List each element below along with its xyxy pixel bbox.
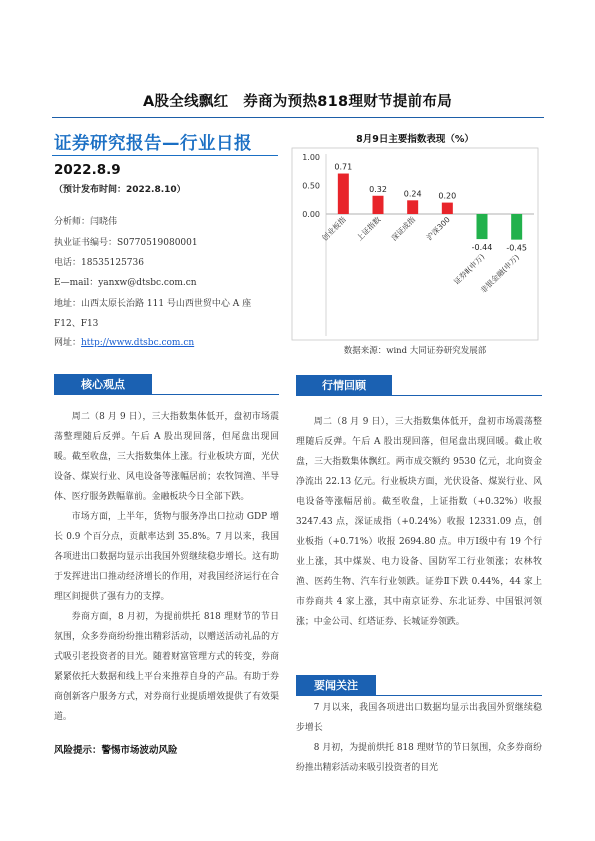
bar-value-label: 0.24 (403, 189, 422, 199)
core-view-paragraph: 市场方面，上半年，货物与服务净出口拉动 GDP 增长 0.9 个百分点，贡献率达到 35.8%。7 月以来，我国各项进出口数据均显示出我国外贸继续稳步增长。这有助于发挥进出口推动经济增长的作用，对我国经济运行在合理区间提供了强有力的支撑。 (54, 512, 279, 602)
category-label: 深证成指 (389, 215, 418, 243)
bar-value-label: 0.20 (438, 191, 457, 201)
news-paragraph: 8 月初，为提前烘托 818 理财节的节日氛围，众多券商纷纷推出精彩活动来吸引投资者的目光 (296, 743, 542, 773)
report-title: 证券研究报告—行业日报 (54, 134, 252, 154)
chart-title: 8月9日主要指数表现（%） (356, 134, 474, 145)
analyst-email: E—mail：yanxw@dtsbc.com.cn (54, 278, 197, 288)
market-review-body (296, 412, 542, 632)
bar-value-label: -0.45 (506, 243, 528, 253)
report-title-divider (52, 155, 278, 156)
news-body (296, 698, 542, 778)
bar-value-label: -0.44 (471, 243, 493, 253)
chart-frame (292, 148, 538, 340)
category-label: 创业板指 (320, 215, 348, 243)
category-label: 沪深300 (424, 215, 452, 243)
analyst-phone: 电话：18535125736 (54, 258, 144, 268)
analyst-address-cont: F12、F13 (54, 319, 99, 329)
category-label: 非银金融(申万) (478, 252, 522, 296)
chart-bar (373, 196, 384, 214)
category-label: 证券Ⅱ(申万) (452, 252, 487, 287)
risk-warning: 风险提示：警惕市场波动风险 (54, 745, 178, 756)
headline-divider (52, 117, 544, 118)
headline: A股全线飘红 券商为预热818理财节提前布局 (142, 94, 453, 110)
core-view-title: 核心观点 (81, 378, 125, 391)
website-link[interactable]: http://www.dtsbc.com.cn (81, 338, 195, 348)
core-view-divider (54, 394, 279, 395)
website-label: 网址： (54, 338, 82, 348)
core-view-paragraph: 券商方面，8 月初，为提前烘托 818 理财节的节日氛围，众多券商纷纷推出精彩活动，以赠送活动礼品的方式吸引老投资者的目光。随着财富管理方式的转变，券商紧紧依托大数据和线上平台来推荐自身的产品。有助于券商创新客户服务方式，对券商行业提质增效提供了有效渠道。 (54, 612, 279, 722)
core-view-body (54, 407, 279, 727)
analyst-name: 分析师：闫晓伟 (54, 217, 118, 227)
report-date: 2022.8.9 (54, 162, 121, 178)
core-view-header (54, 374, 279, 395)
market-review-divider (296, 395, 542, 396)
chart-bar (442, 203, 453, 214)
news-divider (296, 695, 542, 696)
chart-source: 数据来源：wind 大同证券研究发展部 (343, 346, 487, 356)
market-review-title: 行情回顾 (322, 379, 366, 392)
release-note: （预计发布时间：2022.8.10） (54, 185, 186, 195)
category-label: 上证指数 (354, 215, 383, 243)
index-performance-chart (290, 146, 540, 342)
y-tick-label: 0.00 (302, 210, 320, 219)
news-header (296, 675, 542, 696)
news-title: 要闻关注 (314, 679, 358, 692)
news-paragraph: 7 月以来，我国各项进出口数据均显示出我国外贸继续稳步增长 (296, 703, 542, 733)
market-review-header (296, 375, 542, 396)
website (54, 337, 194, 349)
chart-bar (407, 200, 418, 214)
y-tick-label: 0.50 (302, 181, 320, 191)
y-tick-label: 1.00 (302, 153, 320, 162)
bar-value-label: 0.71 (334, 162, 353, 172)
market-review-paragraph: 周二（8 月 9 日），三大指数集体低开，盘初市场震荡整理随后反弹。午后 A 股出现回落，但尾盘出现回暖。截止收盘，三大指数集体飘红。两市成交额约 9530 亿元，北向资金净流出 22.13 亿元。行业板块方面，光伏设备、煤炭行业、风电设备等涨幅居前。截至收盘，上证指数（+0.32%）收报 3247.43 点，深证成指（+0.24%）收报 12331.09 点，创业板指（+0.71%）收报 2694.80 点。申万Ⅰ级中有 19 个行业上涨，其中煤炭、电力设备、国防军工行业领涨；农林牧渔、医药生物、汽车行业领跌。证券Ⅱ下跌 0.44%，44 家上市券商共 4 家上涨，其中南京证券、东北证券、中国银河领涨；中金公司、红塔证券、长城证券领跌。 (296, 417, 542, 627)
analyst-certificate: 执业证书编号：S0770519080001 (54, 238, 198, 248)
chart-bar (338, 174, 349, 214)
analyst-address: 地址：山西太原长治路 111 号山西世贸中心 A 座 (54, 299, 252, 309)
bar-value-label: 0.32 (369, 184, 387, 194)
chart-bar (511, 214, 522, 240)
core-view-paragraph: 周二（8 月 9 日），三大指数集体低开，盘初市场震荡整理随后反弹。午后 A 股出现回落，但尾盘出现回暖。截至收盘，三大指数集体上涨。行业板块方面，光伏设备、煤炭行业、风电设备等涨幅居前；农牧饲渔、半导体、医疗服务跌幅靠前。金融板块今日全部下跌。 (54, 412, 279, 502)
chart-bar (477, 214, 488, 239)
